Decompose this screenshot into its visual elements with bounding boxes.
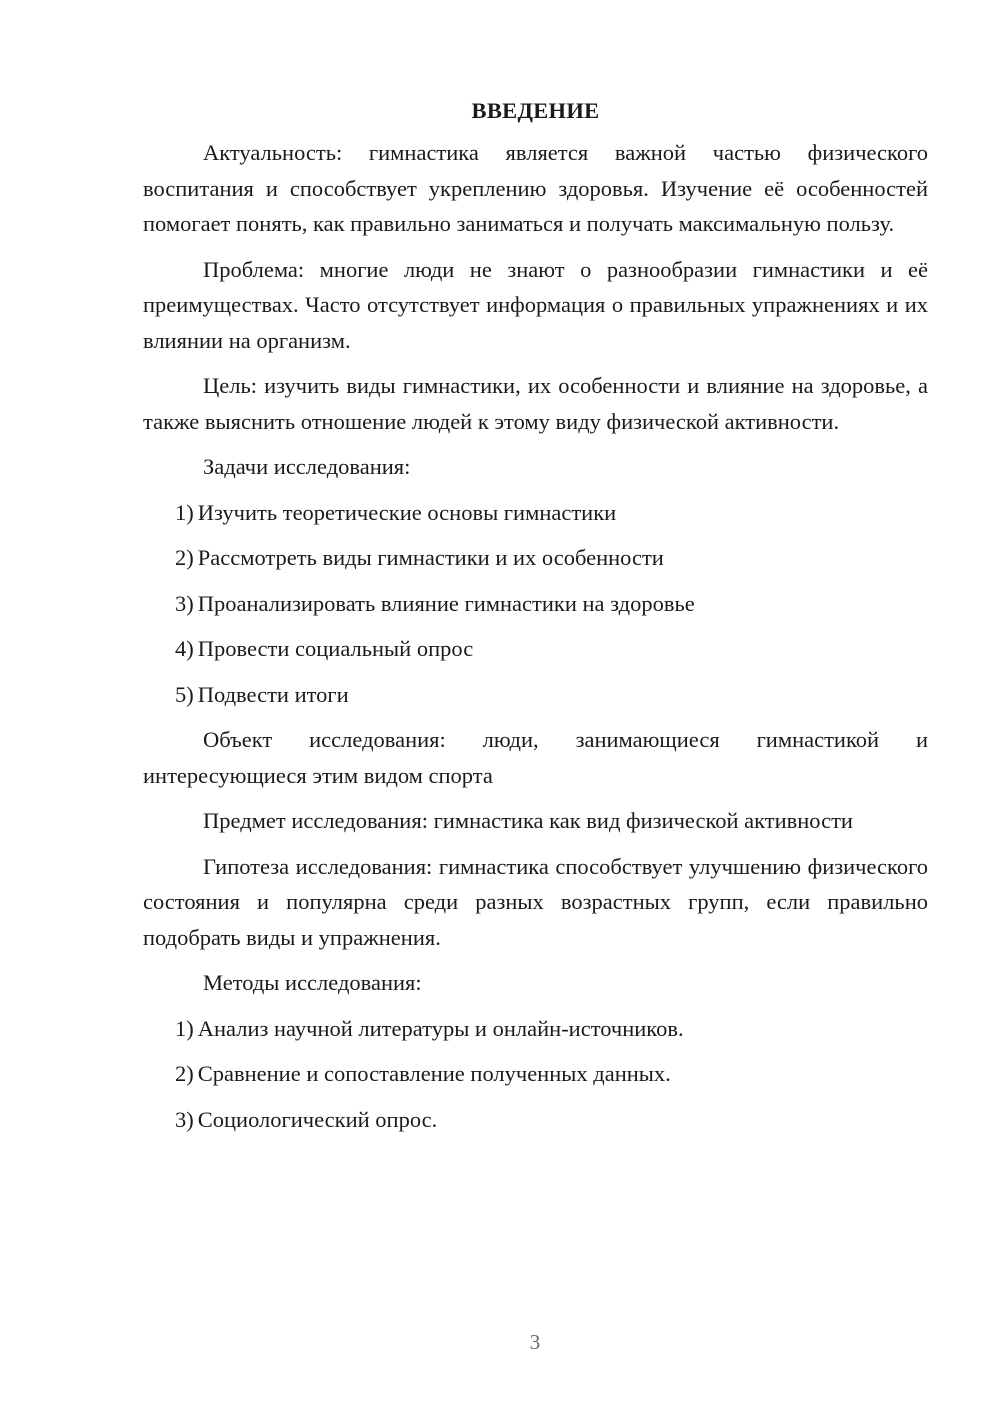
list-item-text: Подвести итоги (197, 681, 349, 707)
list-item-text: Анализ научной литературы и онлайн-источников. (197, 1015, 684, 1041)
list-item-text: Изучить теоретические основы гимнастики (197, 499, 617, 525)
list-item-number: 2) (175, 1061, 194, 1086)
list-item (143, 631, 928, 667)
list-item-number: 5) (175, 681, 194, 707)
list-item (143, 495, 928, 531)
section-title: ВВЕДЕНИЕ (471, 98, 600, 123)
list-item (143, 586, 928, 622)
relevance-paragraph: Актуальность: гимнастика является важной частью физического воспитания и способствует укреплению здоровья. Изучение её особенностей помогает понять, как правильно заниматься и получать максимальную пользу. (143, 140, 928, 236)
list-item (143, 677, 928, 713)
problem-paragraph: Проблема: многие люди не знают о разнообразии гимнастики и её преимуществах. Часто отсутствует информация о правильных упражнениях и их влиянии на организм. (143, 256, 928, 353)
list-item-text: Сравнение и сопоставление полученных данных. (197, 1061, 671, 1086)
list-item (143, 540, 928, 576)
list-item-number: 3) (175, 590, 194, 616)
list-item-number: 4) (175, 636, 194, 661)
list-item (143, 1011, 928, 1047)
list-item (143, 1102, 928, 1138)
list-item-text: Проанализировать влияние гимнастики на здоровье (197, 590, 695, 616)
methods-list (143, 1011, 928, 1138)
document-page (143, 93, 928, 1147)
list-item-text: Рассмотреть виды гимнастики и их особенности (197, 545, 664, 570)
object-paragraph: Объект исследования: люди, занимающиеся гимнастикой и интересующиеся этим видом спорта (143, 727, 928, 788)
hypothesis-paragraph: Гипотеза исследования: гимнастика способствует улучшению физического состояния и популярна среди разных возрастных групп, если правильно подобрать виды и упражнения. (143, 853, 928, 950)
subject-paragraph: Предмет исследования: гимнастика как вид физической активности (203, 808, 853, 833)
list-item-text: Провести социальный опрос (197, 636, 474, 661)
list-item-text: Социологический опрос. (197, 1106, 438, 1132)
tasks-list (143, 495, 928, 713)
methods-heading: Методы исследования: (203, 970, 422, 995)
list-item (143, 1056, 928, 1092)
goal-paragraph: Цель: изучить виды гимнастики, их особенности и влияние на здоровье, а также выяснить отношение людей к этому виду физической активности. (143, 373, 928, 434)
list-item-number: 2) (175, 545, 194, 570)
page-number: 3 (529, 1330, 541, 1354)
list-item-number: 1) (175, 499, 194, 525)
tasks-heading: Задачи исследования: (203, 454, 411, 479)
list-item-number: 3) (175, 1106, 194, 1132)
list-item-number: 1) (175, 1015, 194, 1041)
